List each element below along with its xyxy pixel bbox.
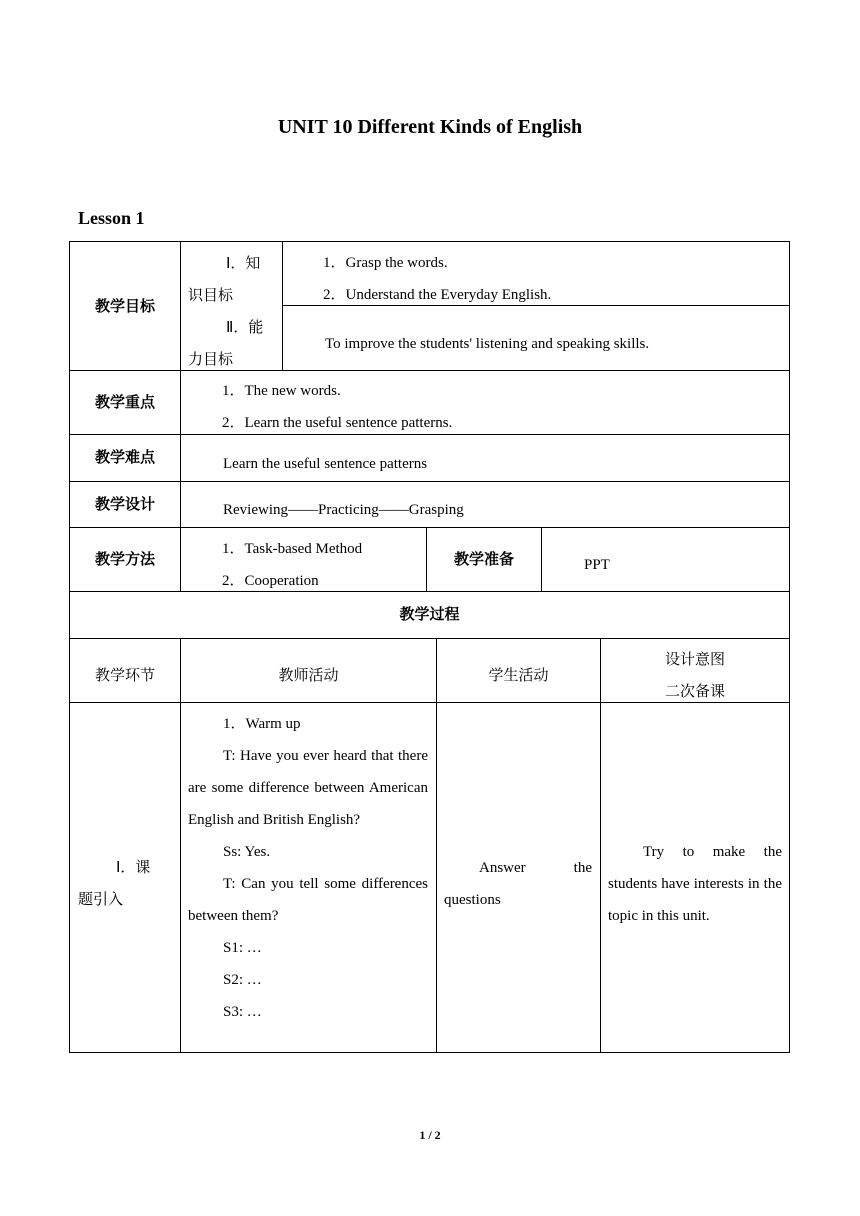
row1-student-activity: Answer the questions [444, 860, 592, 908]
teacher-line: S2: … [223, 972, 262, 988]
row1-teacher-activity [188, 708, 428, 1028]
knowledge-goal-item: 2．Understand the Everyday English. [323, 287, 552, 303]
teacher-line: T: Have you ever heard that there are some difference between American English and British English? [188, 748, 428, 828]
col-header-teacher: 教师活动 [278, 666, 339, 684]
prep-label: 教学准备 [453, 550, 514, 568]
row-divider [69, 527, 790, 528]
ability-goal-text: To improve the students' listening and speaking skills. [325, 336, 650, 352]
col-header-step: 教学环节 [94, 666, 155, 684]
method-item: 1．Task-based Method [222, 541, 363, 557]
ability-goal-label-1: Ⅱ．能 [226, 318, 264, 336]
table-border-right [789, 241, 790, 1053]
row-divider [69, 591, 790, 592]
knowledge-goal-label-1: Ⅰ．知 [226, 254, 261, 272]
row1-step-1: Ⅰ．课 [116, 858, 151, 876]
row1-intent: Try to make the students have interests in the topic in this unit. [608, 844, 782, 924]
method-item: 2．Cooperation [222, 573, 319, 589]
lesson-heading: Lesson 1 [78, 208, 145, 228]
page-number: 1 / 2 [419, 1128, 441, 1142]
prep-value: PPT [584, 557, 610, 573]
col-divider [180, 638, 181, 1053]
process-heading: 教学过程 [399, 605, 460, 623]
teacher-line: T: Can you tell some differences between them? [188, 876, 428, 924]
document-title: UNIT 10 Different Kinds of English [277, 116, 583, 138]
methods-label: 教学方法 [94, 550, 155, 568]
teacher-line: 1．Warm up [223, 716, 301, 732]
col-header-second-prep: 二次备课 [664, 682, 725, 700]
teacher-line: Ss: Yes. [223, 844, 271, 860]
row-divider [69, 481, 790, 482]
key-point-item: 1．The new words. [222, 383, 341, 399]
col-divider [282, 241, 283, 371]
goals-label: 教学目标 [94, 297, 155, 315]
knowledge-goal-label-2: 识目标 [188, 286, 234, 304]
difficulties-text: Learn the useful sentence patterns [223, 456, 428, 472]
ability-goal-label-2: 力目标 [188, 350, 234, 368]
col-header-student: 学生活动 [488, 666, 549, 684]
table-border-top [69, 241, 790, 242]
design-label: 教学设计 [94, 495, 155, 513]
table-border-bottom [69, 1052, 790, 1053]
col-header-intent: 设计意图 [664, 650, 725, 668]
knowledge-goal-item: 1．Grasp the words. [323, 255, 448, 271]
difficulties-label: 教学难点 [94, 448, 155, 466]
col-divider [436, 638, 437, 1053]
table-border-left [69, 241, 70, 1053]
row-divider [69, 638, 790, 639]
design-text: Reviewing——Practicing——Grasping [223, 502, 464, 518]
row-divider [69, 370, 790, 371]
teacher-line: S3: … [223, 1004, 262, 1020]
teacher-line: S1: … [223, 940, 262, 956]
row1-step-2: 题引入 [78, 890, 124, 908]
col-divider [180, 241, 181, 592]
col-divider [541, 527, 542, 592]
key-point-item: 2．Learn the useful sentence patterns. [222, 415, 453, 431]
key-points-label: 教学重点 [94, 393, 155, 411]
